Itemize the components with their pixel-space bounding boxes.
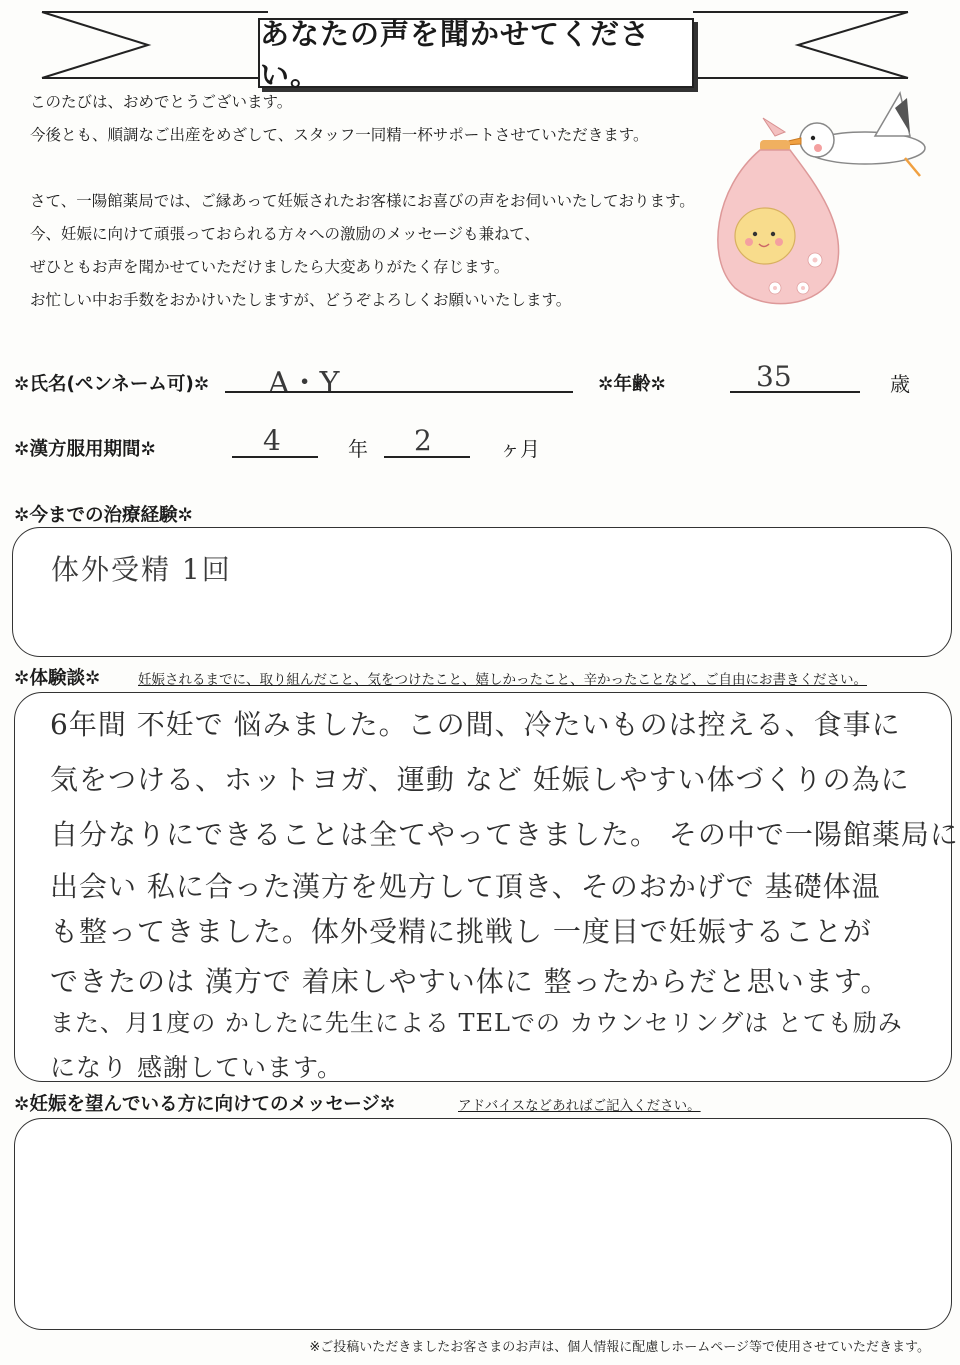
message-box[interactable] xyxy=(14,1118,952,1330)
period-years-underline xyxy=(232,456,318,458)
story-line-7: また、月1度の かしたに先生による TELでの カウンセリングは とても励み xyxy=(50,1009,903,1037)
story-line-5: も整ってきました。体外受精に挑戦し 一度目で妊娠することが xyxy=(50,915,872,948)
story-line-4: 出会い 私に合った漢方を処方して頂き、そのおかげで 基礎体温 xyxy=(50,870,881,903)
message-label: ✲妊娠を望んでいる方に向けてのメッセージ✲ xyxy=(14,1094,396,1115)
intro-line-3: さて、一陽館薬局では、ご縁あって妊娠されたお客様にお喜びの声をお伺いいたしております。 xyxy=(30,192,695,210)
intro-line-2: 今後とも、順調なご出産をめざして、スタッフ一同精一杯サポートさせていただきます。 xyxy=(30,126,649,144)
intro-line-6: お忙しい中お手数をおかけいたしますが、どうぞよろしくお願いいたします。 xyxy=(30,291,572,309)
footer-note: ※ご投稿いただきましたお客さまのお声は、個人情報に配慮しホームページ等で使用させていただきます。 xyxy=(309,1340,930,1355)
age-value[interactable]: 35 xyxy=(756,360,792,393)
story-line-2: 気をつける、ホットヨガ、運動 など 妊娠しやすい体づくりの為に xyxy=(50,763,910,796)
age-unit: 歳 xyxy=(890,372,910,396)
story-line-1: 6年間 不妊で 悩みました。この間、冷たいものは控える、食事に xyxy=(50,708,901,741)
story-line-3: 自分なりにできることは全てやってきました。 その中で一陽館薬局に xyxy=(50,818,959,851)
name-label: ✲氏名(ペンネーム可)✲ xyxy=(14,374,210,395)
period-months-underline xyxy=(384,456,470,458)
month-unit: ヶ月 xyxy=(500,437,540,461)
age-label: ✲年齢✲ xyxy=(598,374,667,395)
story-line-8: になり 感謝しています。 xyxy=(50,1053,343,1082)
year-unit: 年 xyxy=(348,437,368,461)
age-underline xyxy=(730,391,860,393)
treatment-label: ✲今までの治療経験✲ xyxy=(14,505,194,526)
name-value[interactable]: A・Y xyxy=(268,366,340,401)
message-hint: アドバイスなどあればご記入ください。 xyxy=(458,1098,701,1114)
period-label: ✲漢方服用期間✲ xyxy=(14,439,157,460)
story-hint: 妊娠されるまでに、取り組んだこと、気をつけたこと、嬉しかったこと、辛かったことなど、ご自由にお書きください。 xyxy=(138,672,867,688)
intro-line-4: 今、妊娠に向けて頑張っておられる方々への激励のメッセージも兼ねて、 xyxy=(30,225,540,243)
page-title: あなたの声を聞かせてください。 xyxy=(258,18,694,88)
period-years-value[interactable]: 4 xyxy=(263,424,281,457)
treatment-value: 体外受精 1回 xyxy=(51,553,232,586)
story-line-6: できたのは 漢方で 着床しやすい体に 整ったからだと思います。 xyxy=(50,965,890,998)
story-label: ✲体験談✲ xyxy=(14,668,101,689)
stork-baby-illustration xyxy=(705,88,950,313)
period-months-value[interactable]: 2 xyxy=(414,424,432,457)
treatment-box[interactable] xyxy=(12,527,952,657)
intro-line-5: ぜひともお声を聞かせていただけましたら大変ありがたく存じます。 xyxy=(30,258,510,276)
intro-line-1: このたびは、おめでとうございます。 xyxy=(30,93,293,111)
name-underline xyxy=(225,391,573,393)
